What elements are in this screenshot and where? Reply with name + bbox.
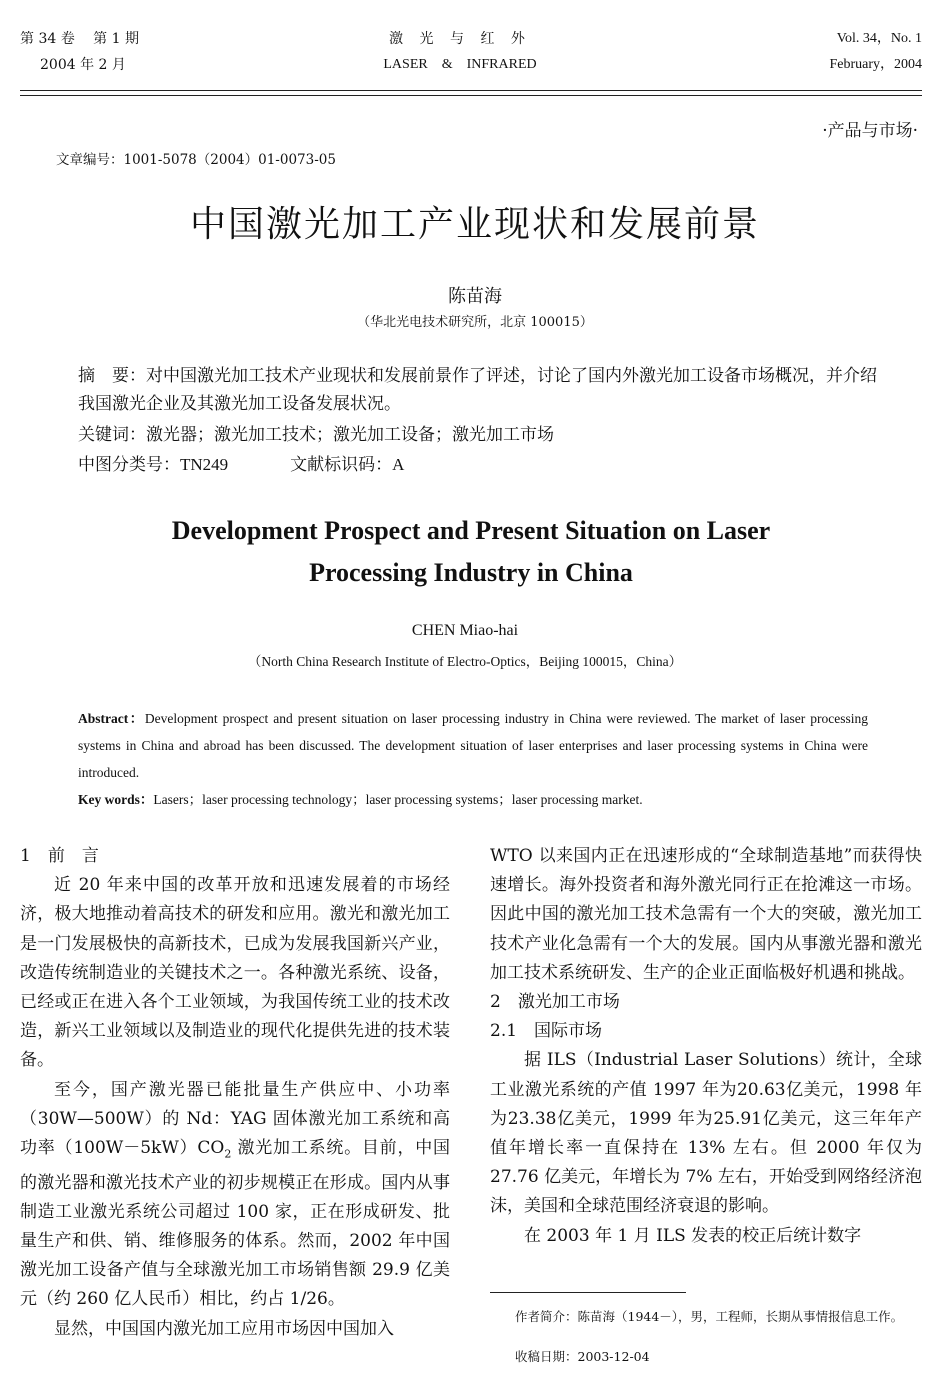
- affiliation-en: （North China Research Institute of Electro-Optics，Beijing 100015，China）: [247, 654, 683, 669]
- journal-name-en: LASER & INFRARED: [383, 57, 537, 72]
- abstract-cn-text: 对中国激光加工技术产业现状和发展前景作了评述，讨论了国内外激光加工设备市场概况，并介绍我国激光企业及其激光加工设备发展状况。: [78, 366, 877, 414]
- abstract-en-label: Abstract：: [78, 711, 145, 726]
- paragraph-5: 在 2003 年 1 月 ILS 发表的校正后统计数字: [524, 1225, 862, 1246]
- abstract-cn-label: 摘 要：: [78, 366, 146, 386]
- body-right-column: [490, 842, 922, 1251]
- affiliation-cn: （华北光电技术研究所，北京 100015）: [357, 315, 593, 330]
- keywords-cn: [78, 421, 878, 449]
- section-2-1-heading: 2.1 国际市场: [490, 1021, 603, 1042]
- title-en-line1: Development Prospect and Present Situation on Laser: [171, 516, 771, 545]
- keywords-en-label: Key words：: [78, 792, 154, 807]
- classification-line: [78, 451, 878, 479]
- clc-value: TN249: [180, 455, 229, 474]
- volume-issue-en: Vol. 34，No. 1: [836, 31, 922, 46]
- paragraph-1: 近 20 年来中国的改革开放和迅速发展着的市场经济，极大地推动着高技术的研发和应用。激光和激光加工是一门发展极快的高新技术，已成为发展我国新兴产业，改造传统制造业的关键技术之一。各种激光系统、设备，已经或正在进入各个工业领域，为我国传统工业的技术改造，新兴工业领域以及制造业的现代化提供先进的技术装备。: [20, 875, 450, 1071]
- paragraph-2: 至今，国产激光器已能批量生产供应中、小功率（30W—500W）的 Nd：YAG 固体激光加工系统和高功率$(100W-5kW)CO_2$ 激光加工系统。目前，中国的激光器和激光技术产业的初步规模正在形成。国内从事制造工业激光系统公司超过 100 家，正在形成研发、批量生产和供、销、维修服务的体系。然而，2002 年中国激光加工设备产值与全球激光加工市场销售额 29.9 亿美元（约 260 亿人民币）相比，约占 1/26。: [20, 1079, 450, 1310]
- date-en: February，2004: [829, 57, 922, 72]
- volume-issue-cn: 第 34 卷 第 1 期: [20, 31, 139, 47]
- doc-code-label: 文献标识码：: [290, 455, 393, 475]
- title-en: [0, 510, 942, 594]
- header-left: [20, 26, 139, 78]
- section-1-heading: 1 前 言: [20, 846, 99, 866]
- title-cn: 中国激光加工产业现状和发展前景: [189, 204, 760, 245]
- header-right: [829, 26, 922, 78]
- footnote-rule: [490, 1292, 686, 1293]
- clc-label: 中图分类号：: [78, 455, 180, 475]
- keywords-en: [78, 786, 868, 813]
- keywords-cn-text: 激光器；激光加工技术；激光加工设备；激光加工市场: [146, 425, 554, 445]
- abstract-en: [78, 705, 868, 813]
- abstract-en-body: [78, 705, 868, 786]
- paragraph-4: 据 ILS（Industrial Laser Solutions）统计，全球工业激光系统的产值 1997 年为20.63亿美元，1998 年为23.38亿美元，1999 年为25.91亿美元，这三年年产值年增长率一直保持在 13% 左右。但 2000 年仅为 27.76 亿美元，年增长为 7% 左右，开始受到网络经济泡沫，美国和全球范围经济衰退的影响。: [490, 1050, 922, 1217]
- body-left-column: [20, 842, 450, 1344]
- header-rule-top: [20, 90, 922, 91]
- section-2-heading: 2 激光加工市场: [490, 992, 620, 1013]
- title-en-line2: Processing Industry in China: [309, 558, 633, 587]
- doc-code-value: A: [392, 455, 405, 474]
- abstract-cn: [78, 362, 878, 418]
- journal-name-cn: 激 光 与 红 外: [389, 31, 531, 47]
- keywords-cn-label: 关键词：: [78, 425, 146, 445]
- author-en: CHEN Miao-hai: [411, 622, 519, 639]
- header-rule-bottom: [20, 95, 922, 96]
- paragraph-3: 显然，中国国内激光加工应用市场因中国加入: [54, 1318, 394, 1339]
- footnote-author-intro: 作者简介：陈苗海（1944－），男，工程师，长期从事情报信息工作。: [515, 1309, 904, 1324]
- column-tag: ·产品与市场·: [822, 121, 918, 141]
- paragraph-3-continued: WTO 以来国内正在迅速形成的“全球制造基地”而获得快速增长。海外投资者和海外激光同行正在抢滩这一市场。因此中国的激光加工技术急需有一个大的突破，激光加工技术产业化急需有一个大的发展。国内从事激光器和激光加工技术系统研发、生产的企业正面临极好机遇和挑战。: [490, 846, 922, 983]
- header-center: [300, 26, 620, 78]
- article-number: 文章编号：1001-5078（2004）01-0073-05: [56, 152, 336, 168]
- footnote-received: 收稿日期：2003-12-04: [515, 1349, 650, 1364]
- keywords-en-text: Lasers；laser processing technology；laser processing systems；laser processing market.: [153, 792, 643, 807]
- abstract-en-text: Development prospect and present situation on laser processing industry in China were reviewed. The market of laser processing systems in China and abroad has been discussed. The development situation of laser enterprises and laser processing systems in China were introduced.: [78, 711, 868, 780]
- author-cn: 陈苗海: [448, 286, 502, 307]
- date-cn: 2004 年 2 月: [40, 57, 126, 73]
